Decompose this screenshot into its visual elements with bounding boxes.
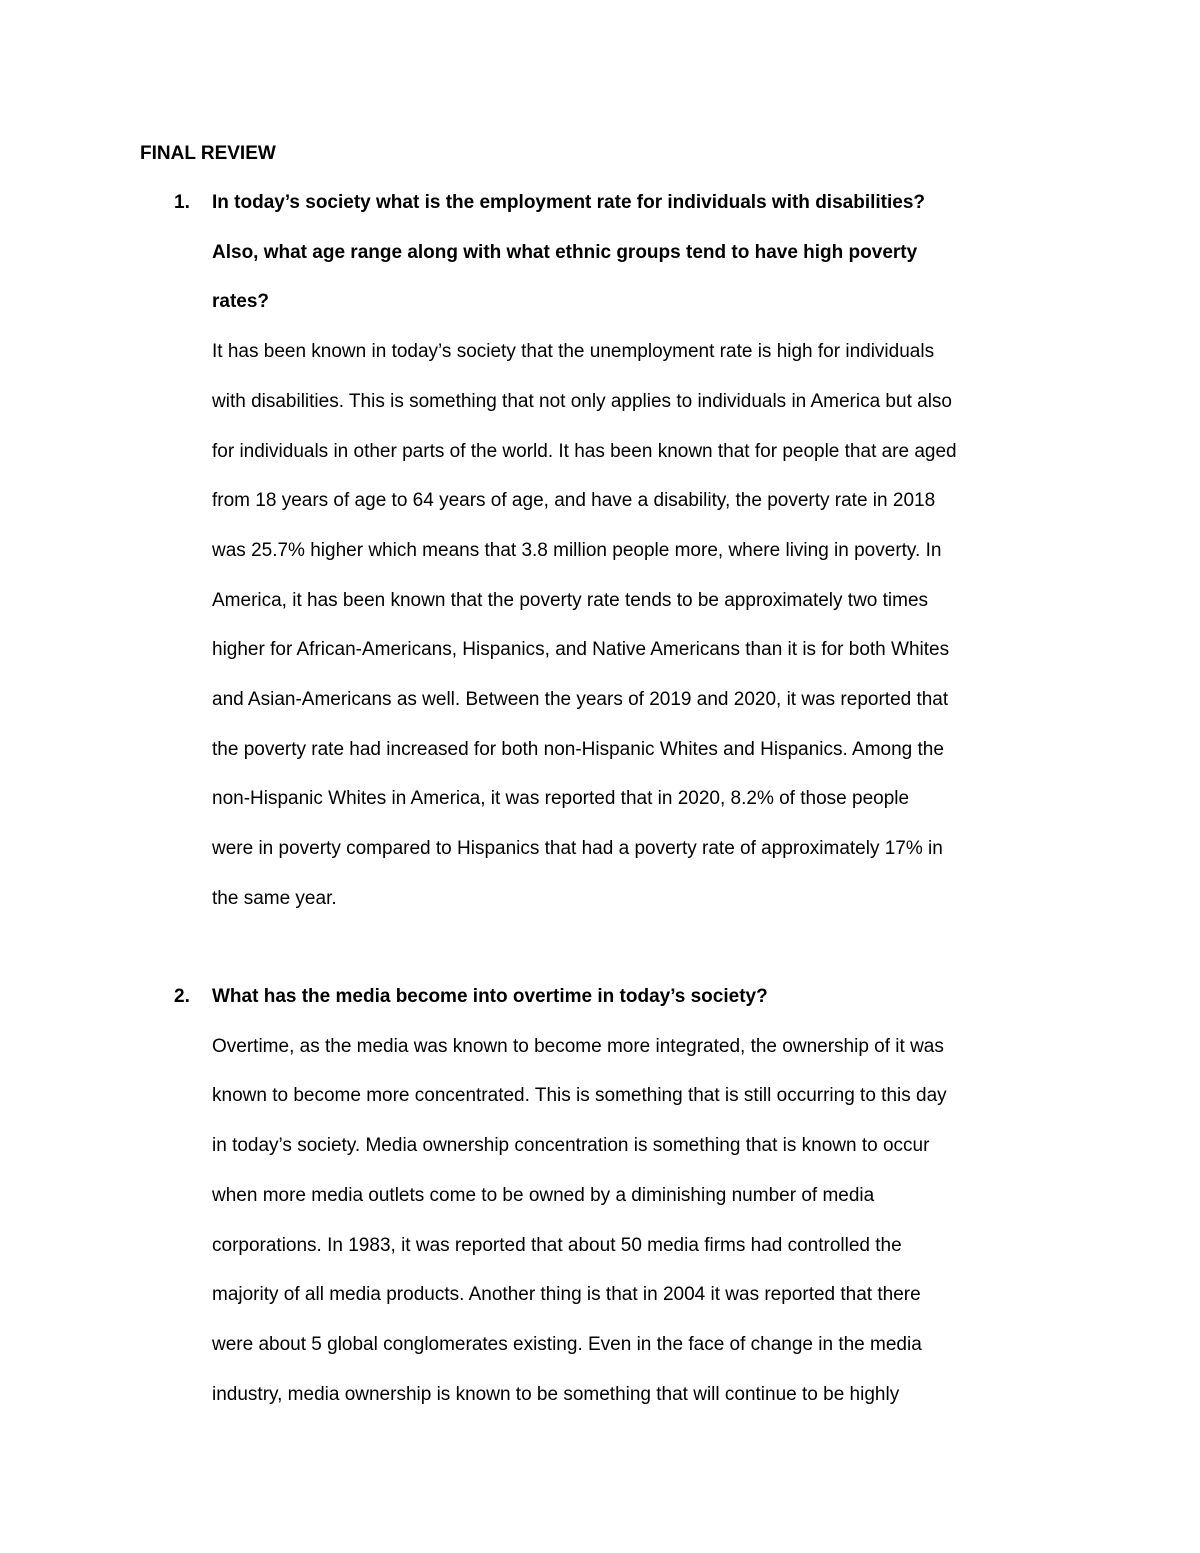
answer-line: It has been known in today’s society that the unemployment rate is high for individuals bbox=[212, 341, 935, 363]
question-1 bbox=[140, 189, 1040, 935]
answer-line: America, it has been known that the poverty rate tends to be approximately two times bbox=[212, 589, 929, 611]
answer-line: non-Hispanic Whites in America, it was reported that in 2020, 8.2% of those people bbox=[212, 788, 910, 810]
answer-line: with disabilities. This is something that not only applies to individuals in America but also bbox=[212, 390, 952, 412]
answer-line: and Asian-Americans as well. Between the years of 2019 and 2020, it was reported that bbox=[212, 689, 949, 711]
question-number: 1. bbox=[174, 192, 190, 213]
answer-line: higher for African-Americans, Hispanics, and Native Americans than it is for both Whites bbox=[212, 639, 950, 661]
answer-line: for individuals in other parts of the world. It has been known that for people that are aged bbox=[212, 440, 957, 462]
answer-line: when more media outlets come to be owned by a diminishing number of media bbox=[212, 1184, 875, 1206]
document-title: FINAL REVIEW bbox=[140, 143, 276, 164]
answer-line: in today’s society. Media ownership concentration is something that is known to occur bbox=[212, 1135, 930, 1157]
question-text bbox=[212, 178, 1040, 327]
answer-paragraph bbox=[212, 327, 1040, 923]
answer-line: was 25.7% higher which means that 3.8 million people more, where living in poverty. In bbox=[212, 539, 942, 561]
question-line: In today’s society what is the employment rate for individuals with disabilities? bbox=[212, 192, 926, 213]
answer-line: majority of all media products. Another thing is that in 2004 it was reported that there bbox=[212, 1284, 921, 1306]
answer-line: were about 5 global conglomerates existing. Even in the face of change in the media bbox=[212, 1333, 922, 1355]
answer-line: known to become more concentrated. This is something that is still occurring to this day bbox=[212, 1085, 947, 1107]
answer-line: from 18 years of age to 64 years of age, and have a disability, the poverty rate in 2018 bbox=[212, 490, 936, 512]
answer-paragraph bbox=[212, 1022, 1040, 1420]
question-line: Also, what age range along with what ethnic groups tend to have high poverty bbox=[212, 241, 918, 263]
question-2 bbox=[140, 983, 1040, 1430]
answer-line: the poverty rate had increased for both non-Hispanic Whites and Hispanics. Among the bbox=[212, 738, 944, 760]
answer-line: were in poverty compared to Hispanics that had a poverty rate of approximately 17% in bbox=[212, 838, 943, 860]
answer-line: industry, media ownership is known to be something that will continue to be highly bbox=[212, 1383, 900, 1405]
question-line: What has the media become into overtime in today’s society? bbox=[212, 986, 768, 1007]
answer-line: corporations. In 1983, it was reported that about 50 media firms had controlled the bbox=[212, 1234, 902, 1256]
answer-line: Overtime, as the media was known to become more integrated, the ownership of it was bbox=[212, 1035, 944, 1057]
answer-line: the same year. bbox=[212, 887, 337, 909]
question-number: 2. bbox=[174, 986, 190, 1007]
question-line: rates? bbox=[212, 291, 270, 313]
question-text bbox=[212, 972, 1040, 1022]
